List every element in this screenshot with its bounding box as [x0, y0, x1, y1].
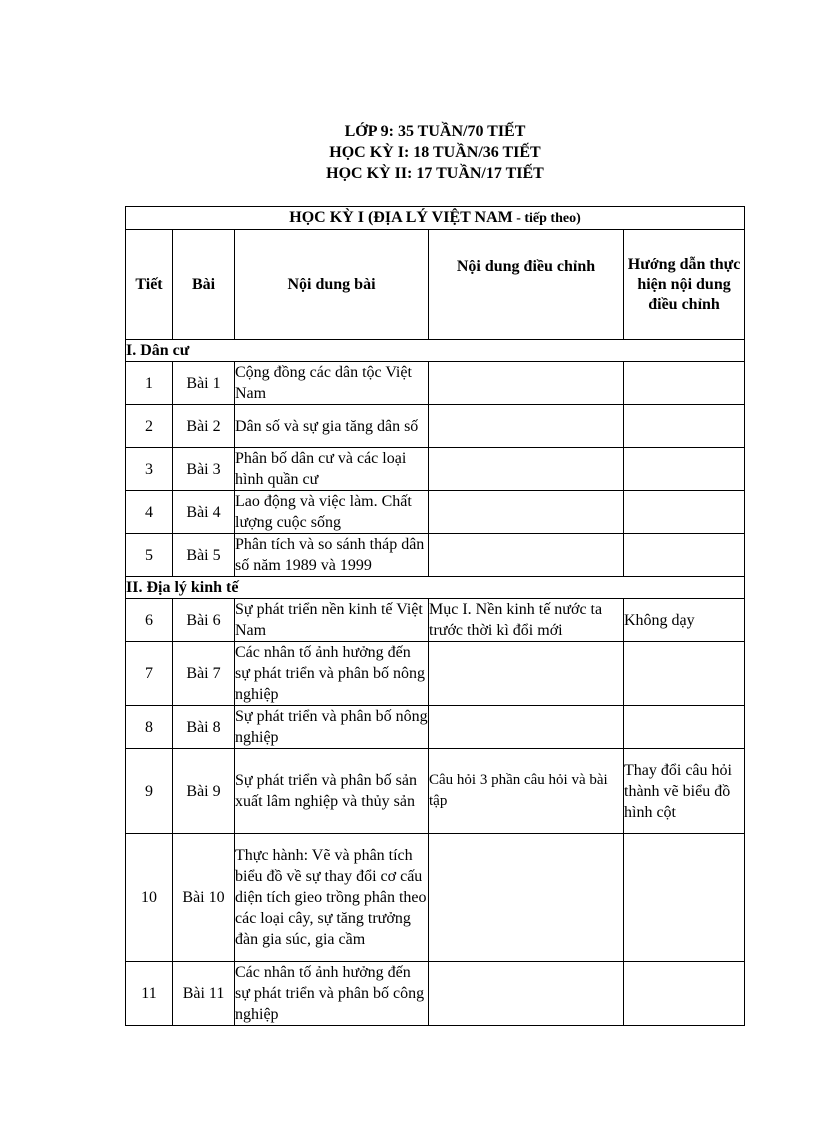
cell-dieu-chinh — [429, 448, 624, 491]
section-row — [126, 340, 745, 362]
cell-dieu-chinh — [429, 534, 624, 577]
cell-noi-dung: Sự phát triển và phân bố sản xuất lâm nghiệp và thủy sản — [235, 749, 429, 834]
cell-tiet: 9 — [126, 749, 173, 834]
cell-tiet: 11 — [126, 962, 173, 1026]
cell-noi-dung: Phân bố dân cư và các loại hình quần cư — [235, 448, 429, 491]
table-row — [126, 962, 745, 1026]
cell-dieu-chinh — [429, 834, 624, 962]
document-heading — [0, 121, 816, 184]
cell-noi-dung: Sự phát triển nền kinh tế Việt Nam — [235, 599, 429, 642]
section-row — [126, 577, 745, 599]
table-row — [126, 448, 745, 491]
cell-dieu-chinh — [429, 362, 624, 405]
table-row — [126, 749, 745, 834]
cell-dieu-chinh — [429, 962, 624, 1026]
cell-tiet: 1 — [126, 362, 173, 405]
cell-tiet: 10 — [126, 834, 173, 962]
cell-tiet: 2 — [126, 405, 173, 448]
header-tiet: Tiết — [126, 230, 173, 340]
cell-tiet: 8 — [126, 706, 173, 749]
table-row — [126, 642, 745, 706]
cell-noi-dung: Sự phát triển và phân bố nông nghiệp — [235, 706, 429, 749]
cell-tiet: 6 — [126, 599, 173, 642]
cell-huong-dan — [624, 962, 745, 1026]
cell-huong-dan — [624, 642, 745, 706]
cell-dieu-chinh — [429, 405, 624, 448]
cell-bai: Bài 4 — [173, 491, 235, 534]
cell-bai: Bài 10 — [173, 834, 235, 962]
cell-dieu-chinh: Mục I. Nền kinh tế nước ta trước thời kì đổi mới — [429, 599, 624, 642]
heading-grade-line: LỚP 9: 35 TUẦN/70 TIẾT — [344, 123, 526, 140]
table-row — [126, 599, 745, 642]
header-noi-dung: Nội dung bài — [235, 230, 429, 340]
cell-bai: Bài 9 — [173, 749, 235, 834]
curriculum-table — [125, 206, 745, 1026]
cell-dieu-chinh: Câu hỏi 3 phần câu hỏi và bài tập — [429, 749, 624, 834]
cell-huong-dan — [624, 448, 745, 491]
cell-bai: Bài 6 — [173, 599, 235, 642]
heading-semester2-line: HỌC KỲ II: 17 TUẦN/17 TIẾT — [326, 165, 544, 182]
cell-tiet: 4 — [126, 491, 173, 534]
semester-title — [126, 207, 745, 230]
cell-huong-dan — [624, 534, 745, 577]
cell-huong-dan — [624, 362, 745, 405]
table-row — [126, 706, 745, 749]
cell-bai: Bài 3 — [173, 448, 235, 491]
cell-bai: Bài 2 — [173, 405, 235, 448]
semester-title-tail: - tiếp theo) — [512, 211, 581, 226]
cell-huong-dan: Thay đổi câu hỏi thành vẽ biểu đồ hình cột — [624, 749, 745, 834]
semester-title-main: HỌC KỲ I (ĐỊA LÝ VIỆT NAM — [289, 209, 513, 226]
cell-bai: Bài 11 — [173, 962, 235, 1026]
table-row — [126, 491, 745, 534]
header-bai: Bài — [173, 230, 235, 340]
semester-title-row — [126, 207, 745, 230]
header-huong-dan: Hướng dẫn thực hiện nội dung điều chỉnh — [624, 230, 745, 340]
cell-bai: Bài 8 — [173, 706, 235, 749]
cell-dieu-chinh — [429, 642, 624, 706]
cell-bai: Bài 1 — [173, 362, 235, 405]
cell-tiet: 3 — [126, 448, 173, 491]
cell-huong-dan — [624, 706, 745, 749]
cell-huong-dan: Không dạy — [624, 599, 745, 642]
section-dia-ly-kinh-te: II. Địa lý kinh tế — [126, 577, 745, 599]
table-row — [126, 834, 745, 962]
cell-huong-dan — [624, 491, 745, 534]
table-row — [126, 534, 745, 577]
header-row — [126, 230, 745, 340]
cell-noi-dung: Các nhân tố ảnh hưởng đến sự phát triển và phân bố nông nghiệp — [235, 642, 429, 706]
cell-noi-dung: Lao động và việc làm. Chất lượng cuộc sống — [235, 491, 429, 534]
cell-tiet: 5 — [126, 534, 173, 577]
header-dieu-chinh: Nội dung điều chỉnh — [429, 230, 624, 340]
cell-noi-dung: Phân tích và so sánh tháp dân số năm 1989 và 1999 — [235, 534, 429, 577]
cell-noi-dung: Các nhân tố ảnh hưởng đến sự phát triển và phân bố công nghiệp — [235, 962, 429, 1026]
cell-noi-dung: Cộng đồng các dân tộc Việt Nam — [235, 362, 429, 405]
heading-semester1-line: HỌC KỲ I: 18 TUẦN/36 TIẾT — [329, 144, 541, 161]
table-row — [126, 362, 745, 405]
section-dan-cu: I. Dân cư — [126, 340, 745, 362]
cell-dieu-chinh — [429, 706, 624, 749]
cell-dieu-chinh — [429, 491, 624, 534]
cell-noi-dung: Thực hành: Vẽ và phân tích biểu đồ về sự thay đổi cơ cấu diện tích gieo trồng phân theo các loại cây, sự tăng trưởng đàn gia súc, gia cầm — [235, 834, 429, 962]
cell-bai: Bài 7 — [173, 642, 235, 706]
cell-huong-dan — [624, 405, 745, 448]
cell-noi-dung: Dân số và sự gia tăng dân số — [235, 405, 429, 448]
cell-bai: Bài 5 — [173, 534, 235, 577]
cell-huong-dan — [624, 834, 745, 962]
cell-tiet: 7 — [126, 642, 173, 706]
table-row — [126, 405, 745, 448]
